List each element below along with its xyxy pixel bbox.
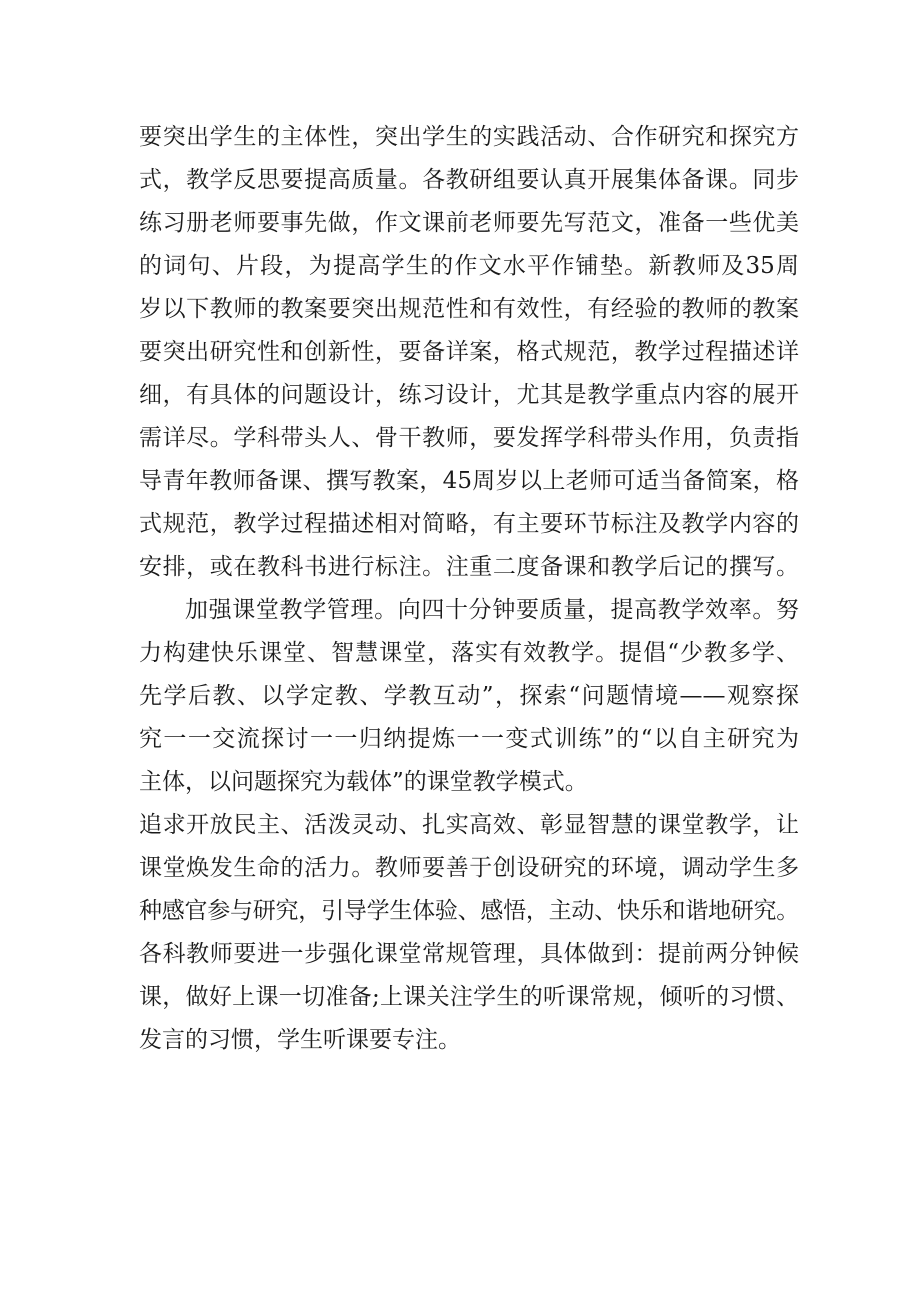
text-line: 力构建快乐课堂、智慧课堂，落实有效教学。提倡“少教多学、 (139, 640, 799, 666)
text-line: 主体，以问题探究为载体”的课堂教学模式。 (139, 769, 588, 795)
text-line: 要突出学生的主体性，突出学生的实践活动、合作研究和探究方 (139, 124, 799, 150)
text-line: 各科教师要进一步强化课堂常规管理，具体做到：提前两分钟候 (139, 941, 799, 967)
body-text (139, 116, 799, 1062)
text-line: 式，教学反思要提高质量。各教研组要认真开展集体备课。同步 (139, 167, 799, 193)
text-line: 安排，或在教科书进行标注。注重二度备课和教学后记的撰写。 (139, 554, 799, 580)
text-line: 发言的习惯，学生听课要专注。 (139, 1027, 461, 1053)
text-line: 追求开放民主、活泼灵动、扎实高效、彰显智慧的课堂教学，让 (139, 812, 799, 838)
paragraph-first-line: 加强课堂教学管理。向四十分钟要质量，提高教学效率。努 (185, 597, 799, 623)
text-line: 究一一交流探讨一一归纳提炼一一变式训练”的“以自主研究为 (139, 726, 799, 752)
text-line: 要突出研究性和创新性，要备详案，格式规范，教学过程描述详 (139, 339, 799, 365)
text-line: 课堂焕发生命的活力。教师要善于创设研究的环境，调动学生多 (139, 855, 799, 881)
text-line: 种感官参与研究，引导学生体验、感悟，主动、快乐和谐地研究。 (139, 898, 799, 924)
text-line: 导青年教师备课、撰写教案，45周岁以上老师可适当备简案，格 (139, 468, 799, 494)
text-line: 式规范，教学过程描述相对简略，有主要环节标注及教学内容的 (139, 511, 799, 537)
text-line: 课，做好上课一切准备;上课关注学生的听课常规，倾听的习惯、 (139, 984, 799, 1010)
text-line: 练习册老师要事先做，作文课前老师要先写范文，准备一些优美 (139, 210, 799, 236)
text-line: 岁以下教师的教案要突出规范性和有效性，有经验的教师的教案 (139, 296, 799, 322)
text-line: 先学后教、以学定教、学教互动”，探索“问题情境——观察探 (139, 683, 799, 709)
text-line: 需详尽。学科带头人、骨干教师，要发挥学科带头作用，负责指 (139, 425, 799, 451)
text-line: 的词句、片段，为提高学生的作文水平作铺垫。新教师及35周 (139, 253, 799, 279)
text-line: 细，有具体的问题设计，练习设计，尤其是教学重点内容的展开 (139, 382, 799, 408)
